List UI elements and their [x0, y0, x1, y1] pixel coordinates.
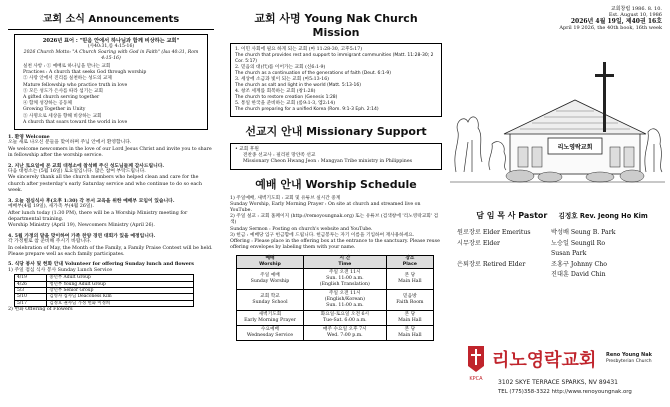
mission-en: The church to restore creation (Genesis 1:28) — [235, 95, 338, 100]
group-cell: 김정호 권사님 가정 헌화 이정희 — [47, 300, 194, 306]
motto-kr: 2026년 표어 : "믿음 안에서 하나님과 함께 비상하는 교회" — [42, 38, 180, 44]
announcement-en: We welcome newcomers in the love of our Lord Jesus Christ and invite you to share in fellowship after the worship service. — [8, 146, 212, 159]
worship-info — [230, 196, 442, 252]
mission-column — [226, 0, 446, 407]
group-cell: 중년부 Adult Group — [47, 275, 194, 281]
announcement-sub: 2) 헌화 Offering of Flowers — [8, 307, 73, 313]
table-row — [237, 290, 434, 311]
pastor-label: 담 임 목 사 Pastor — [476, 211, 548, 220]
support-title: 선교지 안내 Missionary Support — [245, 125, 427, 138]
announcement-kr: 각 가정별로 참 준비해 주시기 바랍니다. — [8, 239, 92, 245]
header-cell: 시 간 Time — [303, 256, 386, 269]
announcement-kr: 예배부(4월 19일), 새가족 부(4월 26일). — [8, 204, 94, 210]
announcement-3 — [8, 198, 214, 230]
place-cell: 본 당 Main Hall — [386, 326, 433, 341]
elder-role — [457, 270, 551, 281]
elder-row — [457, 249, 667, 260]
table-row — [237, 269, 434, 290]
worship-title: 예배 안내 Worship Schedule — [255, 177, 417, 191]
time-cell: 주일 오전 11시 (English/Korean) Sun. 11:00 a.m. — [303, 290, 386, 311]
elder-row — [457, 228, 667, 239]
announcement-en: In celebration of May, the Month of the Family, a Family Praise Contest will be held. — [8, 245, 213, 251]
mission-box — [230, 43, 442, 117]
worship-schedule-table — [236, 255, 434, 341]
mission-kr: 3. 세상에 소금과 빛이 되는 교회 (마5:13-16) — [235, 77, 330, 82]
pastor-name: 김정호 Rev. Jeong Ho Kim — [558, 212, 648, 220]
founded-kr: 교회창립 1986. 8. 10. — [610, 6, 662, 12]
mission-en: The church that provides rest and support to immigrant communities (Matt. 11:28-30; 2 Cor. 5:17) — [235, 53, 434, 64]
church-sign-text: 리노영락교회 — [557, 144, 593, 151]
table-row — [15, 300, 194, 306]
announcements-column — [0, 0, 222, 407]
worship-info-line: Sunday Worship, Early Morning Prayer : On site at church and streamed live on YouTube. — [230, 201, 421, 214]
practice-item: Practices : A church that seeks God through worship — [23, 70, 147, 76]
header-cell: 장소 Place — [386, 256, 433, 269]
announcement-1 — [8, 134, 214, 160]
announcement-title: 3. 오늘 점심식사 후(오후 1:30) 각 부서 교육을 위한 예배부 모임이 있습니다. — [8, 197, 175, 204]
worship-cell: 교회 학교 Sunday School — [237, 290, 304, 311]
pastor-line — [457, 210, 667, 221]
support-line: 전찬종 선교사 : 필리핀 망얀족 선교 — [243, 153, 316, 159]
worship-info-line: 2) 주일 설교 : 교회 홈페이지 (http://remoyoungnak.org) 또는 유튜브 (검색창에 '리노영락교회' 검색) — [230, 214, 439, 226]
logo-english-2: Presbyterian Church — [606, 359, 652, 364]
church-logo — [462, 340, 662, 400]
mission-title: 교회 사명 Young Nak Church Mission — [254, 12, 418, 39]
worship-info-line: 3) 헌금 : 예배당 입구 헌금함에 드립니다. 헌금봉투는 자기 이름을 기입하여 재사용하세요. — [230, 232, 415, 238]
elders-list — [457, 228, 667, 281]
contact: TEL (775)358-3322 http://www.renoyoungnak.org — [498, 389, 632, 395]
practice-item: ② 사랑 안에서 진리를 실천하는 성도의 교제 — [23, 76, 112, 82]
elder-name: 진대훈 David Chin — [551, 271, 606, 279]
table-header-row — [237, 256, 434, 269]
practice-item: ④ 함께 성장하는 공동체 — [23, 101, 72, 107]
elder-role — [457, 249, 551, 260]
group-cell: 김영자 집사님 Deaconess Kim — [47, 294, 194, 300]
date-cell: 5/10 — [15, 294, 47, 300]
announcement-title: 5. 식당 봉사 및 헌화 안내 Volunteer for offering Sunday lunch and flowers — [8, 261, 194, 268]
practice-item: ⑤ 사명으로 세상을 향해 비상하는 교회 — [23, 113, 102, 119]
mission-kr: 5. 통일 한국을 준비하는 교회 (롬9:1-3, 엡2:14) — [235, 101, 336, 106]
announcement-en: Worship Ministry (April 19), Newcomers Ministry (April 26). — [8, 223, 155, 229]
time-cell: 주일 오전 11시 Sun. 11:00 a.m. (English Translation) — [303, 269, 386, 290]
announcement-kr: 오늘 새로 나오신 분들을 맞이하며 주님 안에서 환영합니다. — [8, 140, 132, 146]
announcement-4 — [8, 233, 214, 259]
practice-item: Mature fellowship who practice truth in love — [23, 82, 128, 88]
time-cell: 화요일-토요일 오전 6시 Tue-Sat. 6:00 a.m. — [303, 311, 386, 326]
date-cell: 4/26 — [15, 281, 47, 287]
mission-en: The church preparing for a unified Korea (Rom. 9:1-3 Eph. 2:14) — [235, 107, 379, 112]
issue-en: April 19 2026, the 40th book, 16th week — [559, 25, 662, 32]
mission-kr: 2. 믿음의 대(代)를 이어가는 교회 (신6:1-9) — [235, 65, 326, 70]
announcement-en: After lunch today (1:30 PM), there will be a Worship Ministry meeting for departmental training. — [8, 210, 188, 222]
announcement-en: We sincerely thank all the church members who helped clean and care for the church after yesterday's early Saturday service and who continue to do so each week. — [8, 175, 202, 194]
practice-title: 실천 사항 : ① 예배로 하나님을 만나는 교회 — [23, 64, 111, 69]
mission-kr: 1. 이민 사회에 필요 하게 되는 교회 (마 11:28-30, 고후5:17) — [235, 47, 363, 52]
elder-name: 노승일 Seungil Ro — [551, 239, 606, 247]
elder-name: Susan Park — [551, 250, 587, 258]
elder-row — [457, 239, 667, 250]
practices-list — [19, 64, 203, 126]
announcement-title: 4. 5월 가정의 달을 맞이하여 가족 찬양 경연 대회가 있을 예정입니다. — [8, 232, 156, 239]
elder-name: 박성배 Seung B. Park — [551, 229, 616, 236]
announcement-sub: 1) 주일 점심 식사 봉사 Sunday Lunch Service — [8, 267, 113, 273]
place-cell: 본 당 Main Hall — [386, 269, 433, 290]
worship-cell: 수요예배 Wednesday Service — [237, 326, 304, 341]
place-cell: 믿음방 Faith Room — [386, 290, 433, 311]
practice-item: ③ 모든 성도가 은사를 따라 섬기는 교회 — [23, 88, 103, 94]
motto-en: 2026 Church Motto: "A Church Soaring with God in Faith" (Isa 40:31, Rom 4:15-16) — [23, 50, 199, 61]
date-cell: 4/19 — [15, 275, 47, 281]
issue-kr: 2026년 4월 19일, 제40권 16호 — [570, 17, 662, 25]
announcement-2 — [8, 163, 214, 195]
date-cell: 5/3 — [15, 287, 47, 293]
elder-name: 조홍구 Johnny Cho — [551, 260, 607, 268]
founded-en: Est. August 10, 1986 — [608, 12, 662, 19]
church-building-illustration — [450, 52, 665, 202]
logo-english-1: Reno Young Nak — [606, 352, 652, 358]
mission-en: The church as a continuation of the generations of faith (Deut. 6:1-9) — [235, 71, 392, 76]
logo-korean: 리노영락교회 — [492, 350, 597, 371]
lunch-service-table — [14, 274, 194, 307]
support-box — [230, 143, 442, 170]
worship-info-line: Offering : Please place in the offering box at the entrance to the sanctuary. Please reuse offering envelopes by labeling them with your name. — [230, 239, 440, 251]
announcement-title: 2. 지난 토요일에 본 교회 대청소에 참석해 주신 성도님들께 감사드립니다. — [8, 162, 165, 169]
church-motto-box — [14, 34, 208, 130]
group-cell: 청년부 Young Adult Group — [47, 281, 194, 287]
pastor-info — [457, 210, 667, 221]
practice-item: Growing Together in Unity — [23, 107, 86, 113]
worship-cell: 새벽기도회 Early Morning Prayer — [237, 311, 304, 326]
mission-en: The church as salt and light in the world (Matt. 5:13-16) — [235, 83, 362, 88]
announcement-en: Please prepare well as each family participates. — [8, 251, 125, 257]
announcement-5 — [8, 261, 214, 313]
address: 3102 SKYE TERRACE SPARKS, NV 89431 — [498, 379, 618, 386]
worship-info-line: Sunday Sermon : Posting on church's website and YouTube. — [230, 226, 373, 232]
support-line: • 교회 후원 — [235, 147, 259, 152]
practice-item: A gifted church serving together — [23, 95, 100, 101]
time-cell: 매주 수요일 오후 7시 Wed. 7:00 p.m. — [303, 326, 386, 341]
kpca-emblem-icon — [468, 346, 484, 372]
practice-item: A church that soars toward the world in love — [23, 119, 128, 125]
group-cell: 장년부 Senior Group — [47, 287, 194, 293]
elder-role: 시무장로 Elder — [457, 239, 500, 247]
elder-role: 원로장로 Elder Emeritus — [457, 229, 531, 236]
elder-row — [457, 260, 667, 271]
table-row — [237, 326, 434, 341]
worship-info-line: 1) 주일예배, 새벽기도회 : 교회 및 유튜브 실시간 중계 — [230, 195, 341, 201]
announcements-title: 교회 소식 Announcements — [42, 14, 180, 25]
mission-kr: 4. 창조 세계를 회복하는 교회 (창1:28) — [235, 89, 316, 94]
motto-verse: (사40:31,롬 4:15-16) — [87, 44, 135, 49]
announcement-kr: 다음 대청소는 (5월 16일) 토요일입니다. 많은 참여 부탁드립니다. — [8, 169, 146, 175]
place-cell: 본 당 Main Hall — [386, 311, 433, 326]
table-row — [237, 311, 434, 326]
worship-cell: 주일 예배 Sunday Worship — [237, 269, 304, 290]
issue-info — [456, 6, 662, 32]
date-cell: 5/17 — [15, 300, 47, 306]
header-cell: 예배 Worship — [237, 256, 304, 269]
elder-row — [457, 270, 667, 281]
kpca-label: KPCA — [469, 376, 483, 382]
divider — [8, 29, 214, 30]
elder-role: 은퇴장로 Retired Elder — [457, 260, 526, 268]
announcement-title: 1. 환영 Welcome — [8, 134, 50, 141]
support-line: Missionary Cheon Hwang Jeon : Mangyan Tribe ministry in Philippines — [243, 159, 412, 165]
